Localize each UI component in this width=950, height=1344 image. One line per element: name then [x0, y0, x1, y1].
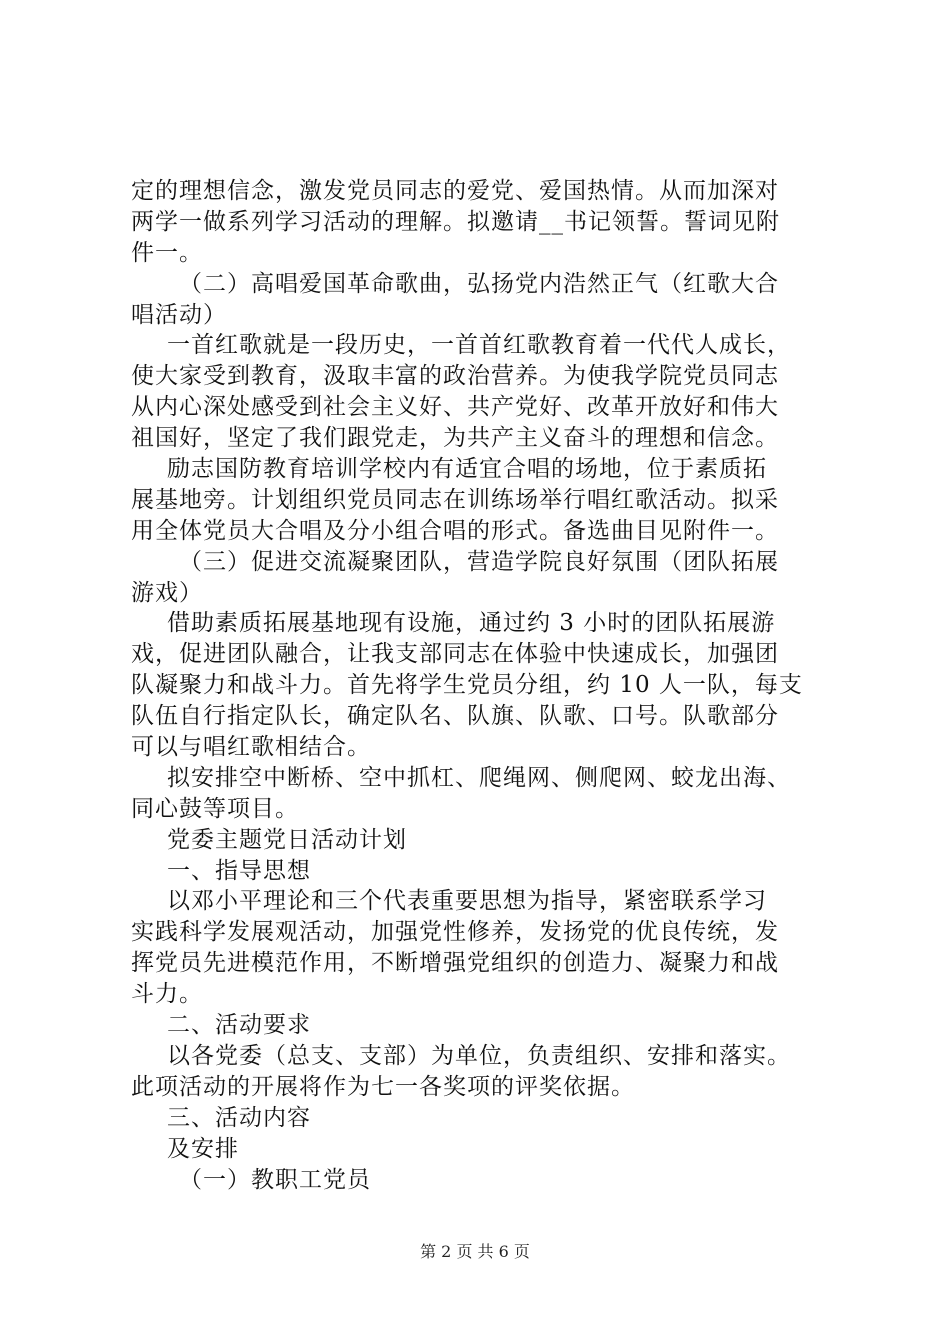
text-line: 借助素质拓展基地现有设施，通过约 3 小时的团队拓展游 [167, 610, 776, 637]
text-line: 队凝聚力和战斗力。首先将学生党员分组，约 10 人一队，每支 [131, 672, 803, 699]
text-line: 使大家受到教育，汲取丰富的政治营养。为使我学院党员同志 [131, 363, 779, 390]
text-line: 祖国好，坚定了我们跟党走，为共产主义奋斗的理想和信念。 [131, 425, 779, 452]
text-line: 同心鼓等项目。 [131, 795, 299, 822]
text-line: 二、活动要求 [167, 1012, 311, 1039]
text-line: 及安排 [167, 1135, 239, 1162]
text-line: 游戏） [131, 579, 203, 606]
text-line: 可以与唱红歌相结合。 [131, 734, 371, 761]
text-line: 一、指导思想 [167, 857, 311, 884]
text-line: 定的理想信念，激发党员同志的爱党、爱国热情。从而加深对 [131, 178, 779, 204]
text-line: 戏，促进团队融合，让我支部同志在体验中快速成长，加强团 [131, 641, 779, 668]
text-line: （三）促进交流凝聚团队，营造学院良好氛围（团队拓展 [179, 548, 779, 575]
text-line: （二）高唱爱国革命歌曲，弘扬党内浩然正气（红歌大合 [179, 270, 779, 297]
text-line: 三、活动内容 [167, 1104, 311, 1131]
text-line: 以邓小平理论和三个代表重要思想为指导，紧密联系学习 [167, 888, 767, 915]
text-line: 斗力。 [131, 981, 203, 1008]
document-body [131, 176, 843, 1195]
text-line: 党委主题党日活动计划 [167, 826, 407, 853]
text-line: 用全体党员大合唱及分小组合唱的形式。备选曲目见附件一。 [131, 517, 779, 544]
text-line: 展基地旁。计划组织党员同志在训练场举行唱红歌活动。拟采 [131, 486, 779, 513]
text-line: 此项活动的开展将作为七一各奖项的评奖依据。 [131, 1073, 635, 1100]
page-footer: 第 2 页 共 6 页 [420, 1242, 530, 1261]
text-line: 一首红歌就是一段历史，一首首红歌教育着一代代人成长， [167, 332, 791, 359]
text-line: 件一。 [131, 239, 203, 266]
text-line: 唱活动） [131, 301, 227, 328]
text-line: 以各党委（总支、支部）为单位，负责组织、安排和落实。 [167, 1042, 791, 1069]
text-line: 队伍自行指定队长，确定队名、队旗、队歌、口号。队歌部分 [131, 703, 779, 730]
text-line: 拟安排空中断桥、空中抓杠、爬绳网、侧爬网、蛟龙出海、 [167, 764, 791, 791]
text-line: 实践科学发展观活动，加强党性修养，发扬党的优良传统，发 [131, 919, 779, 946]
text-line: 两学一做系列学习活动的理解。拟邀请__书记领誓。誓词见附 [131, 208, 780, 235]
text-line: 从内心深处感受到社会主义好、共产党好、改革开放好和伟大 [131, 394, 779, 421]
text-line: （一）教职工党员 [179, 1166, 371, 1193]
text-line: 励志国防教育培训学校内有适宜合唱的场地，位于素质拓 [167, 456, 767, 483]
text-line: 挥党员先进模范作用，不断增强党组织的创造力、凝聚力和战 [131, 950, 779, 977]
